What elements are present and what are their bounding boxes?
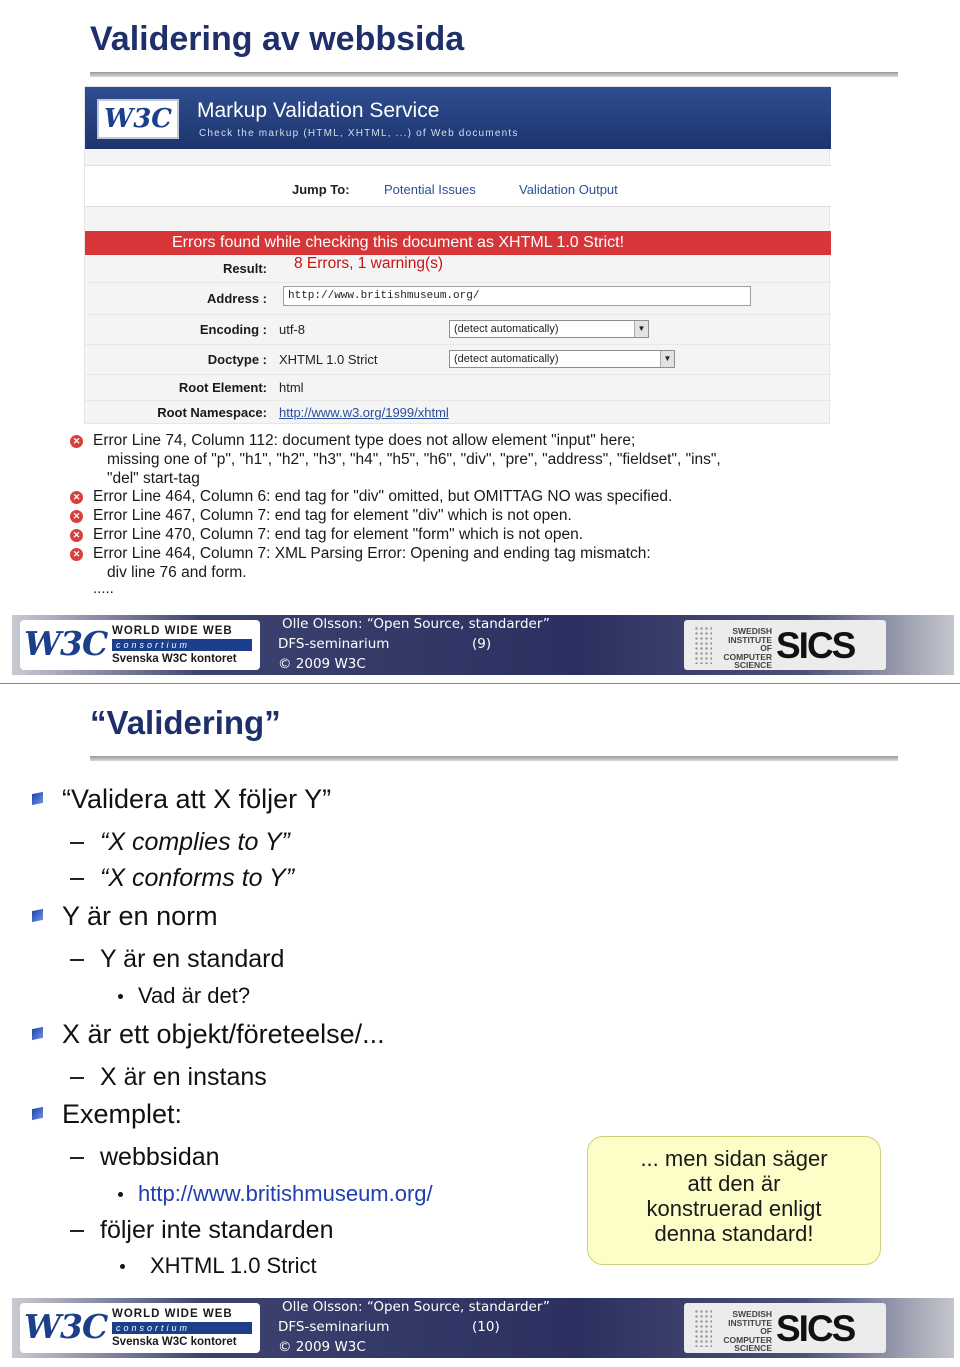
error-x-icon: ✕ [70, 548, 83, 561]
bullet-l2: följer inte standarden [100, 1216, 333, 1245]
validator-screenshot [84, 86, 830, 424]
bullet-l1: X är ett objekt/företeelse/... [62, 1019, 385, 1050]
doctype-select[interactable] [449, 350, 675, 368]
encoding-label: Encoding : [199, 322, 267, 337]
slide-9 [0, 0, 960, 683]
sics-dots-icon [694, 1309, 712, 1347]
root-element-label: Root Element: [178, 380, 267, 395]
bullet-square-icon [32, 1027, 43, 1040]
encoding-select-value: (detect automatically) [454, 323, 559, 335]
error-item: ✕ Error Line 74, Column 112: document type does not allow element "input" here; missing one of "p", "h1", "h2", "h3", "h4", "h5", "h6", "div", "pre", "address", "fieldset", "ins", "del" start-tag [70, 432, 830, 488]
dot-icon [118, 1192, 123, 1197]
bullet-square-icon [32, 909, 43, 922]
bullet-square-icon [32, 792, 43, 805]
w3c-logo[interactable]: W3C [97, 99, 179, 139]
footer-copyright: © 2009 W3C [278, 656, 366, 672]
footer-page-number: (10) [472, 1319, 500, 1335]
validator-header [85, 87, 831, 149]
doctype-value: XHTML 1.0 Strict [279, 352, 378, 367]
dash-icon [70, 1157, 84, 1159]
ellipsis: ..... [93, 580, 114, 597]
result-value: 8 Errors, 1 warning(s) [294, 255, 444, 272]
slide-title: “Validering” [90, 704, 281, 741]
bullet-l1: Y är en norm [62, 901, 218, 932]
root-namespace-link[interactable]: http://www.w3.org/1999/xhtml [279, 405, 449, 420]
footer-copyright: © 2009 W3C [278, 1339, 366, 1355]
footer-seminar: DFS-seminarium [278, 1319, 390, 1335]
error-x-icon: ✕ [70, 529, 83, 542]
consortium-text: consortium [112, 639, 252, 651]
address-cell [271, 283, 831, 314]
title-divider [90, 72, 898, 77]
footer-author: Olle Olsson: “Open Source, standarder” [282, 1299, 550, 1315]
chevron-down-icon: ▼ [660, 351, 674, 367]
error-item: ✕ Error Line 467, Column 7: end tag for element "div" which is not open. [70, 507, 830, 526]
slide-footer [12, 615, 954, 675]
bullet-l2: “X conforms to Y” [100, 864, 294, 893]
w3c-office-logo [20, 620, 260, 670]
error-x-icon: ✕ [70, 491, 83, 504]
doctype-label: Doctype : [207, 352, 267, 367]
dash-icon [70, 1230, 84, 1232]
doctype-row [85, 345, 831, 375]
consortium-text: consortium [112, 1322, 252, 1334]
jump-to-bar [85, 165, 831, 207]
result-label: Result: [222, 261, 267, 276]
footer-page-number: (9) [472, 636, 492, 652]
sics-dots-icon [694, 626, 712, 664]
error-item: ✕ Error Line 464, Column 6: end tag for "div" omitted, but OMITTAG NO was specified. [70, 488, 830, 507]
sics-institute-text: SWEDISH INSTITUTE OF COMPUTER SCIENCE [723, 1309, 772, 1353]
address-label: Address : [207, 291, 267, 306]
dash-icon [70, 878, 84, 880]
www-text: WORLD WIDE WEB [112, 625, 233, 637]
bullet-l2: “X complies to Y” [100, 828, 290, 857]
service-name: Markup Validation Service [197, 99, 440, 122]
jump-to-label: Jump To: [292, 182, 350, 197]
title-divider [90, 756, 898, 761]
dash-icon [70, 1077, 84, 1079]
result-table [85, 255, 831, 425]
address-row [85, 283, 831, 315]
sics-logo [684, 620, 886, 670]
address-input[interactable]: http://www.britishmuseum.org/ [283, 286, 751, 306]
result-row [85, 255, 831, 283]
bullet-square-icon [32, 1107, 43, 1120]
jump-link-validation-output[interactable]: Validation Output [519, 182, 618, 197]
footer-author: Olle Olsson: “Open Source, standarder” [282, 616, 550, 632]
encoding-cell [271, 315, 831, 344]
bullet-l3-link[interactable]: http://www.britishmuseum.org/ [138, 1181, 433, 1207]
root-element-row [85, 375, 831, 401]
bullet-l2: Y är en standard [100, 945, 284, 974]
sics-wordmark: SICS [776, 1308, 855, 1349]
bullet-l3: XHTML 1.0 Strict [150, 1253, 317, 1279]
slide-footer [12, 1298, 954, 1358]
root-namespace-row [85, 401, 831, 425]
service-subtitle: Check the markup (HTML, XHTML, ...) of Web documents [199, 128, 519, 139]
doctype-cell [271, 345, 831, 374]
slide-10 [0, 683, 960, 1367]
footer-seminar: DFS-seminarium [278, 636, 390, 652]
bullet-l3: Vad är det? [138, 983, 250, 1009]
slide-title: Validering av webbsida [90, 20, 465, 58]
error-x-icon: ✕ [70, 435, 83, 448]
callout-note: ... men sidan säger att den är konstruerad enligt denna standard! [587, 1136, 881, 1265]
error-banner: Errors found while checking this document as XHTML 1.0 Strict! [85, 231, 831, 255]
www-text: WORLD WIDE WEB [112, 1308, 233, 1320]
sics-wordmark: SICS [776, 625, 855, 666]
w3c-logo-icon: W3C [24, 1307, 108, 1346]
dot-icon [118, 994, 123, 999]
error-item: ✕ Error Line 464, Column 7: XML Parsing Error: Opening and ending tag mismatch: div line 76 and form. [70, 545, 830, 583]
kontoret-text: Svenska W3C kontoret [112, 1336, 237, 1348]
bullet-l2: webbsidan [100, 1143, 220, 1172]
w3c-logo-icon: W3C [24, 624, 108, 663]
encoding-row [85, 315, 831, 345]
jump-link-potential-issues[interactable]: Potential Issues [384, 182, 476, 197]
error-x-icon: ✕ [70, 510, 83, 523]
dash-icon [70, 842, 84, 844]
sics-institute-text: SWEDISH INSTITUTE OF COMPUTER SCIENCE [723, 626, 772, 670]
doctype-select-value: (detect automatically) [454, 353, 559, 365]
root-element-value: html [279, 380, 304, 395]
error-list [70, 432, 830, 582]
dot-icon [120, 1264, 125, 1269]
kontoret-text: Svenska W3C kontoret [112, 653, 237, 665]
encoding-select[interactable] [449, 320, 649, 338]
bullet-l1: “Validera att X följer Y” [62, 784, 331, 815]
bullet-l1: Exemplet: [62, 1099, 182, 1130]
chevron-down-icon: ▼ [634, 321, 648, 337]
bullet-l2: X är en instans [100, 1063, 267, 1092]
sics-logo [684, 1303, 886, 1353]
error-item: ✕ Error Line 470, Column 7: end tag for element "form" which is not open. [70, 526, 830, 545]
root-namespace-label: Root Namespace: [157, 405, 267, 420]
w3c-office-logo [20, 1303, 260, 1353]
dash-icon [70, 959, 84, 961]
encoding-value: utf-8 [279, 322, 306, 337]
